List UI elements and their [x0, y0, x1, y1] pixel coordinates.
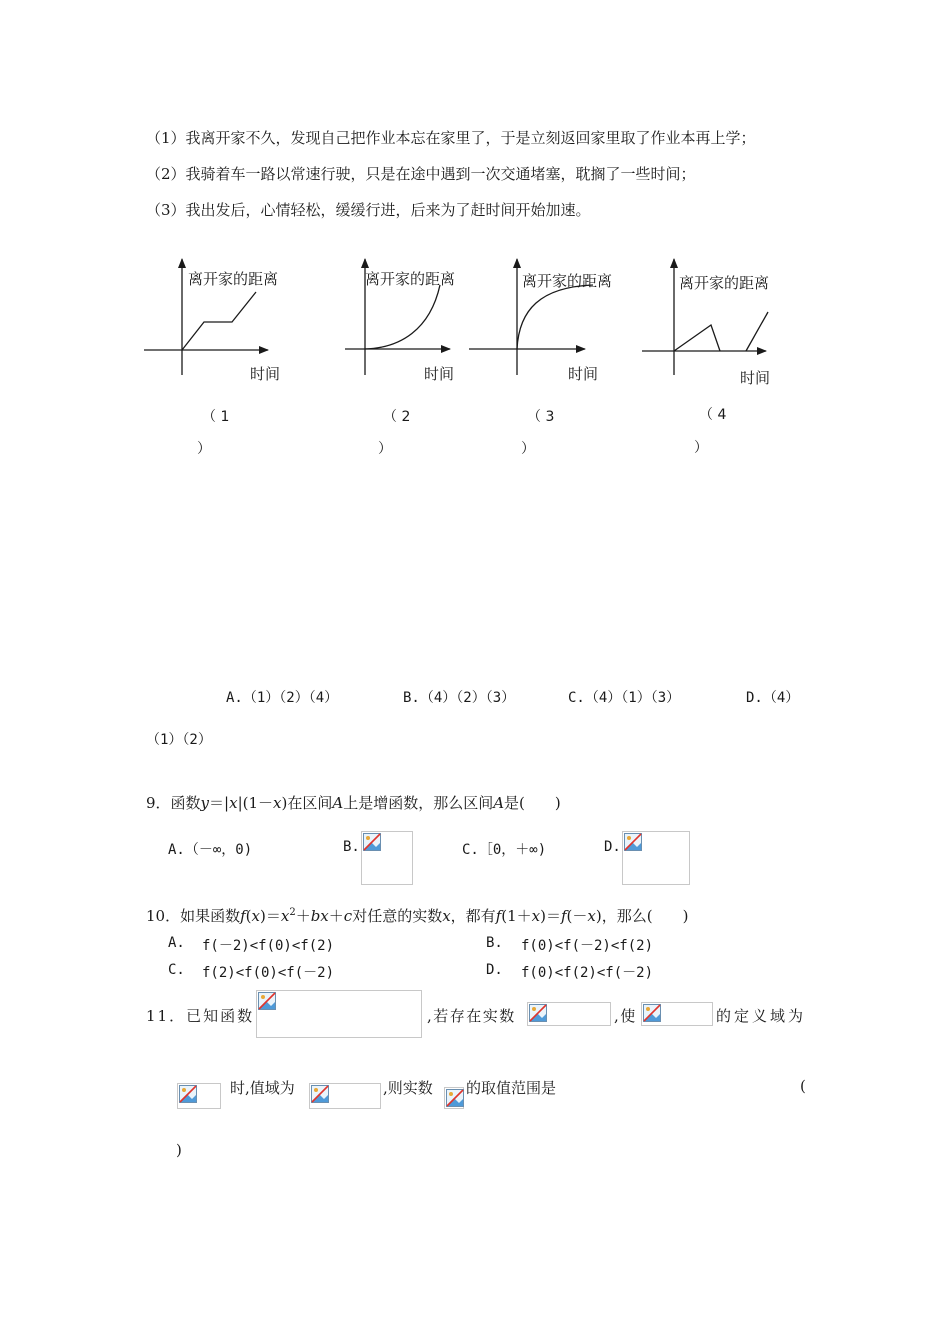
graph-2-xlabel: 时间	[424, 365, 455, 383]
situation-3: （3）我出发后，心情轻松，缓缓行进，后来为了赶时间开始加速。	[146, 201, 591, 219]
graph-3	[465, 255, 625, 390]
q11-real-numbers-image	[527, 1002, 611, 1026]
graph-1	[140, 255, 300, 390]
q11-text-3: 的定义域为	[716, 1007, 807, 1025]
graph-3-curve	[517, 285, 593, 349]
broken-image-icon	[311, 1085, 329, 1103]
graph-2-caption-close: ）	[378, 441, 392, 457]
graph-1-curve	[182, 292, 256, 350]
broken-image-icon	[363, 833, 381, 851]
q10-option-c: f(2)<f(0)<f(－2)	[202, 965, 335, 981]
graph-1-caption-close: ）	[197, 441, 211, 457]
q11-label: 11．已知函数	[146, 1007, 255, 1025]
broken-image-icon	[258, 992, 276, 1010]
q8-option-c: C.（4）（1）（3）	[568, 690, 681, 706]
q11-text-4: 时,值域为	[230, 1079, 295, 1097]
q11-function-image	[256, 990, 422, 1038]
q9-option-c: C.［0，＋∞)	[462, 842, 547, 858]
q11-text-5: ,则实数	[383, 1079, 433, 1097]
broken-image-icon	[179, 1085, 197, 1103]
q10-option-d-label: D.	[486, 962, 503, 978]
graph-2-ylabel: 离开家的距离	[365, 270, 456, 288]
graph-3-ylabel: 离开家的距离	[522, 272, 613, 290]
q10-option-d: f(0)<f(2)<f(－2)	[521, 965, 654, 981]
q11-text-2: ,使	[614, 1007, 637, 1025]
q11-domain-image	[177, 1083, 221, 1109]
q11-answer-paren-close: )	[176, 1141, 182, 1159]
q11-range-image	[309, 1083, 381, 1109]
graph-1-caption: （ 1	[202, 409, 230, 425]
q9-question: 9．函数y＝|x|(1－x)在区间A上是增函数，那么区间A是( )	[146, 794, 561, 812]
graph-3-caption: （ 3	[527, 409, 555, 425]
graph-4-ylabel: 离开家的距离	[679, 274, 770, 292]
q8-option-b: B.（4）（2）（3）	[403, 690, 516, 706]
q11-text-1: ,若存在实数	[427, 1007, 516, 1025]
graph-1-ylabel: 离开家的距离	[188, 270, 279, 288]
q11-fn-image	[641, 1002, 713, 1026]
q10-option-b-label: B.	[486, 935, 503, 951]
q9-option-d: D.	[604, 839, 621, 855]
q11-text-6: 的取值范围是	[466, 1079, 557, 1097]
broken-image-icon	[643, 1004, 661, 1022]
graph-3-caption-close: ）	[521, 441, 535, 457]
graph-3-xlabel: 时间	[568, 365, 599, 383]
q10-option-a-label: A.	[168, 935, 185, 951]
broken-image-icon	[624, 833, 642, 851]
q9-option-d-image	[622, 831, 690, 885]
q8-option-d: D.（4）	[746, 690, 800, 706]
graph-2-curve	[365, 285, 440, 349]
graph-4-caption-close: ）	[694, 440, 708, 456]
q11-answer-paren-open: (	[800, 1077, 806, 1095]
q9-option-b: B.	[343, 839, 360, 855]
situation-2: （2）我骑着车一路以常速行驶，只是在途中遇到一次交通堵塞，耽搁了一些时间；	[146, 165, 696, 183]
graph-1-xlabel: 时间	[250, 365, 281, 383]
graph-4	[638, 255, 798, 390]
graph-4-curve-return	[746, 312, 768, 351]
graph-4-caption: （ 4	[699, 407, 727, 423]
graph-4-curve	[674, 325, 720, 351]
q8-option-a: A.（1）（2）（4）	[226, 690, 339, 706]
q9-option-a: A.（－∞，0)	[168, 842, 253, 858]
q10-option-b: f(0)<f(－2)<f(2)	[521, 938, 654, 954]
graph-2-caption: （ 2	[383, 409, 411, 425]
q10-option-a: f(－2)<f(0)<f(2)	[202, 938, 335, 954]
q9-option-b-image	[361, 831, 413, 885]
q8-option-d-cont: （1）（2）	[146, 732, 212, 748]
q11-variable-image	[444, 1087, 464, 1109]
broken-image-icon	[529, 1004, 547, 1022]
graph-4-xlabel: 时间	[740, 369, 771, 387]
q10-question: 10．如果函数$f(x)=x^2+bx+c$对任意的实数x，都有f(1＋x)＝f(－x)，那么( )	[146, 907, 689, 925]
broken-image-icon	[446, 1089, 464, 1107]
situation-1: （1）我离开家不久，发现自己把作业本忘在家里了，于是立刻返回家里取了作业本再上学；	[146, 129, 756, 147]
q10-option-c-label: C.	[168, 962, 185, 978]
